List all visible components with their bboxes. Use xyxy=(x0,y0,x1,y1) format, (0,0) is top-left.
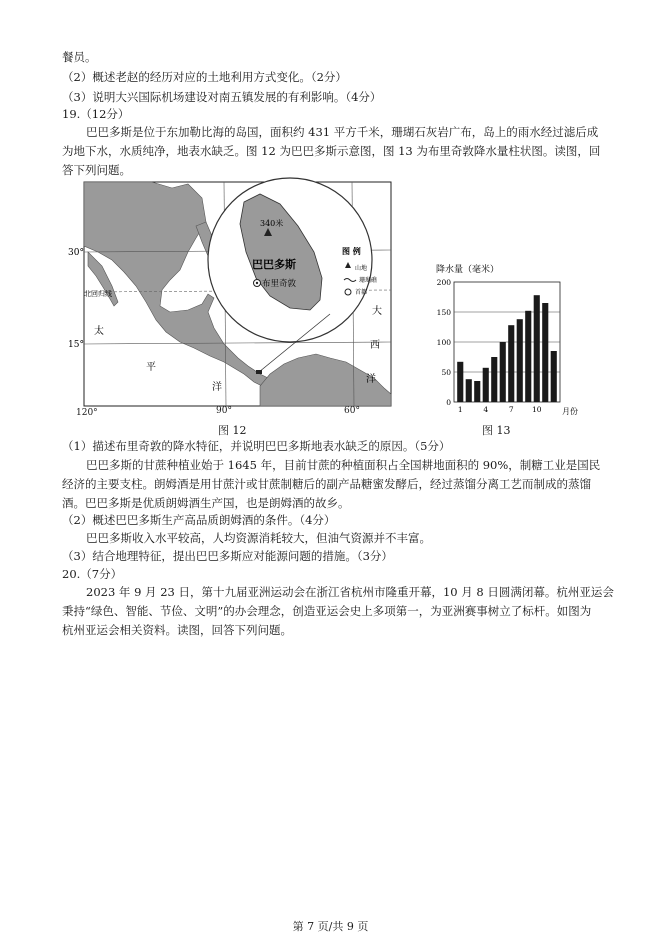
chart-plot-area xyxy=(437,278,560,414)
chart-ytick-label: 50 xyxy=(441,368,451,377)
material-paragraph: 巴巴多斯收入水平较高，人均资源消耗较大，但油气资源并不丰富。 xyxy=(86,531,431,545)
material-paragraph: 经济的主要支柱。朗姆酒是用甘蔗汁或甘蔗制糖后的副产品糖蜜发酵后，经过蒸馏分离工艺而制成的蒸馏 xyxy=(62,477,591,491)
question-19-2: （2）概述巴巴多斯生产高品质朗姆酒的条件。（4分） xyxy=(62,513,336,527)
question-19-heading: 19.（12分） xyxy=(62,107,130,121)
question-20-heading: 20.（7分） xyxy=(62,567,123,581)
peak-label: 340米 xyxy=(260,219,284,228)
legend-reef-label: 珊瑚礁 xyxy=(359,277,378,284)
chart-xtick-label: 1 xyxy=(457,405,463,414)
barbados-location-map xyxy=(68,182,392,410)
capital-dot-icon xyxy=(256,282,258,284)
chart-ytick-label: 100 xyxy=(436,338,451,347)
text-line: 餐员。 xyxy=(62,50,97,64)
question-2: （2）概述老赵的经历对应的土地利用方式变化。（2分） xyxy=(62,70,347,84)
legend-mountain-label: 山地 xyxy=(355,265,368,272)
lon90-label: 90° xyxy=(216,406,232,416)
precipitation-chart xyxy=(434,262,594,422)
chart-bar xyxy=(525,311,531,402)
figure-12-caption: 图 12 xyxy=(218,424,247,437)
lon60-label: 60° xyxy=(344,406,360,416)
q20-paragraph: 杭州亚运会相关资料。读图，回答下列问题。 xyxy=(62,623,292,637)
chart-bar xyxy=(474,381,480,402)
pacific-label: 平 xyxy=(146,362,156,373)
chart-bar xyxy=(500,342,506,402)
chart-ytick-label: 0 xyxy=(446,398,451,407)
chart-bar xyxy=(517,319,523,402)
lat30-label: 30° xyxy=(68,248,84,258)
chart-xtick-label: 10 xyxy=(531,405,542,414)
chart-bar xyxy=(466,379,472,402)
barbados-marker xyxy=(256,370,262,374)
pacific-label: 太 xyxy=(94,326,104,337)
question-3: （3）说明大兴国际机场建设对南五镇发展的有利影响。（4分） xyxy=(62,90,382,104)
lat15-label: 15° xyxy=(68,340,84,350)
question-19-1: （1）描述布里奇敦的降水特征，并说明巴巴多斯地表水缺乏的原因。（5分） xyxy=(62,439,451,453)
intro-paragraph: 巴巴多斯是位于东加勒比海的岛国，面积约 431 平方千米，珊瑚石灰岩广布，岛上的雨水经过滤后成 xyxy=(86,125,599,139)
chart-ytick-label: 200 xyxy=(436,278,451,287)
atlantic-label: 西 xyxy=(370,340,380,351)
chart-bar xyxy=(483,368,489,402)
page-footer: 第 7 页/共 9 页 xyxy=(292,920,369,933)
country-label: 巴巴多斯 xyxy=(252,258,296,271)
tropic-label: 北回归线 xyxy=(84,290,112,298)
q20-paragraph: 2023 年 9 月 23 日，第十九届亚洲运动会在浙江省杭州市隆重开幕，10 月 8 日圆满闭幕。杭州亚运会 xyxy=(86,585,614,599)
material-paragraph: 酒。巴巴多斯是优质朗姆酒生产国，也是朗姆酒的故乡。 xyxy=(62,496,350,510)
q20-paragraph: 秉持“绿色、智能、节俭、文明”的办会理念，创造亚运会史上多项第一，为亚洲赛事树立了标杆。如图为 xyxy=(62,604,592,618)
chart-xtick-label: 7 xyxy=(508,405,514,414)
chart-bar xyxy=(457,362,463,402)
chart-ylabel: 降水量（毫米） xyxy=(436,265,500,275)
legend-title: 图 例 xyxy=(342,246,361,256)
atlantic-label: 大 xyxy=(372,306,382,317)
chart-xlabel: 月份 xyxy=(562,407,578,416)
city-label: 布里奇敦 xyxy=(262,279,297,289)
chart-ytick-label: 150 xyxy=(436,308,451,317)
atlantic-label: 洋 xyxy=(366,374,376,385)
chart-bar xyxy=(534,295,540,402)
intro-paragraph: 答下列问题。 xyxy=(62,163,131,177)
question-19-3: （3）结合地理特征，提出巴巴多斯应对能源问题的措施。（3分） xyxy=(62,549,393,563)
figure-13-caption: 图 13 xyxy=(482,424,511,437)
chart-xtick-label: 4 xyxy=(483,405,489,414)
chart-bar xyxy=(491,357,497,402)
lon120-label: 120° xyxy=(76,408,98,418)
chart-bar xyxy=(542,303,548,402)
chart-bar xyxy=(551,351,557,402)
intro-paragraph: 为地下水，水质纯净，地表水缺乏。图 12 为巴巴多斯示意图，图 13 为布里奇敦降水量柱状图。读图，回 xyxy=(62,144,601,158)
material-paragraph: 巴巴多斯的甘蔗种植业始于 1645 年，目前甘蔗的种植面积占全国耕地面积的 90%，制糖工业是国民 xyxy=(86,458,601,472)
legend-capital-icon xyxy=(345,289,351,295)
pacific-label: 洋 xyxy=(212,382,222,393)
chart-bar xyxy=(508,325,514,402)
legend-capital-label: 首都 xyxy=(355,289,368,296)
